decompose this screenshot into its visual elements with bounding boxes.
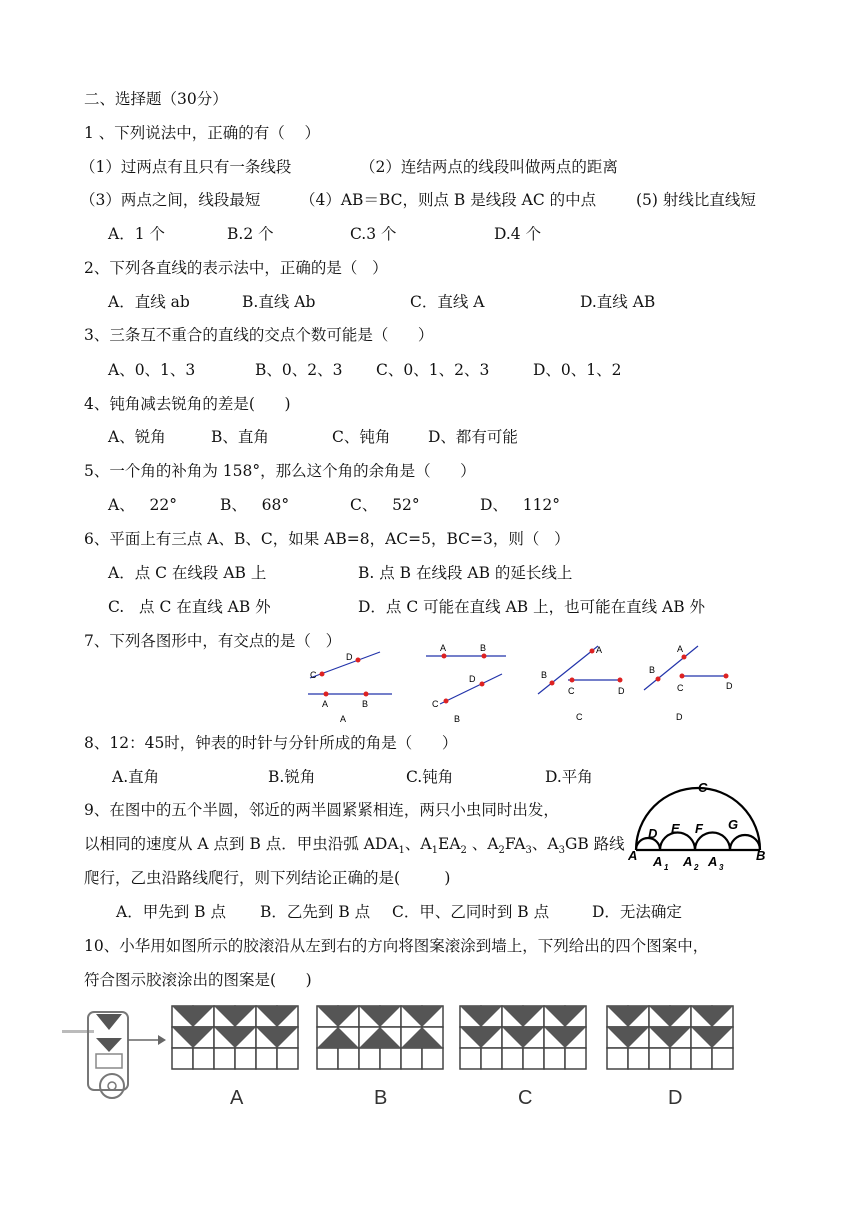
q5-option-b[interactable]: B、 68° xyxy=(220,496,290,514)
q10-grid-cell xyxy=(401,1048,422,1069)
question-10-line-1: 10、小华用如图所示的胶滚沿从左到右的方向将图案滚涂到墙上，下列给出的四个图案中， xyxy=(84,937,709,955)
q10-grid-cell xyxy=(670,1048,691,1069)
q10-grid-cell xyxy=(649,1048,670,1069)
q10-pattern-c[interactable] xyxy=(460,1006,586,1069)
q7-figure-b[interactable] xyxy=(426,643,506,724)
question-10-line-2: 符合图示胶滚涂出的图案是( ) xyxy=(84,971,312,989)
q8-option-d[interactable]: D.平角 xyxy=(545,768,593,786)
q9-label-a2: A xyxy=(683,854,693,869)
q10-grid-cell xyxy=(338,1048,359,1069)
q7-figure-c[interactable] xyxy=(538,645,625,722)
q9-semicircles-figure xyxy=(628,778,768,878)
q8-option-b[interactable]: B.锐角 xyxy=(268,768,316,786)
q9-line2-part: 、A xyxy=(466,835,499,853)
q10-grid-cell xyxy=(172,1048,193,1069)
q1-option-a[interactable]: A．1 个 xyxy=(108,225,165,243)
q3-option-c[interactable]: C、0、1、2、3 xyxy=(376,361,490,379)
q1-statement-4: （4）AB＝BC，则点 B 是线段 AC 的中点 xyxy=(300,191,597,209)
q8-option-a[interactable]: A.直角 xyxy=(112,768,160,786)
q7b-point-c-label: C xyxy=(432,699,439,709)
q1-option-d[interactable]: D.4 个 xyxy=(494,225,542,243)
q3-option-a[interactable]: A、0、1、3 xyxy=(108,361,196,379)
q9-line2-part: 、A xyxy=(404,835,432,853)
q10-figure xyxy=(62,1000,762,1110)
q1-statement-2: （2）连结两点的线段叫做两点的距离 xyxy=(360,158,618,176)
q1-option-b[interactable]: B.2 个 xyxy=(227,225,274,243)
q10-grid-cell xyxy=(317,1048,338,1069)
q7d-point-a-label: A xyxy=(677,644,684,654)
q7c-point-b-label: B xyxy=(541,670,548,680)
q9-line2-part: 、A xyxy=(531,835,559,853)
question-9-line-1: 9、在图中的五个半圆，邻近的两半圆紧紧相连，两只小虫同时出发， xyxy=(84,801,559,819)
q9-sub-2: 2 xyxy=(460,845,467,857)
q10-grid-cell xyxy=(422,1048,443,1069)
q7b-point-b-label: B xyxy=(480,643,487,653)
q7c-point-d-label: D xyxy=(618,686,625,696)
q7-figures xyxy=(300,636,740,726)
q10-grid-cell xyxy=(481,1048,502,1069)
question-4-stem: 4、钝角减去锐角的差是( ) xyxy=(84,395,291,413)
q10-grid-cell xyxy=(523,1048,544,1069)
question-6-stem: 6、平面上有三点 A、B、C，如果 AB=8，AC=5，BC=3，则（ ） xyxy=(84,530,570,548)
q9-line2-part: GB 路线 xyxy=(564,835,625,853)
q9-sub-1: 1 xyxy=(398,845,405,857)
q5-option-a[interactable]: A、 22° xyxy=(108,496,177,514)
q10-grid-cell xyxy=(380,1048,401,1069)
q10-grid-cell xyxy=(277,1048,298,1069)
q10-patterns xyxy=(172,1006,733,1069)
q7-figure-d[interactable] xyxy=(644,644,733,722)
q4-option-c[interactable]: C、钝角 xyxy=(332,428,391,446)
q10-pattern-d[interactable] xyxy=(607,1006,733,1069)
q9-label-a1: A xyxy=(653,854,663,869)
q10-grid-cell xyxy=(256,1048,277,1069)
q10-grid-cell xyxy=(214,1048,235,1069)
q10-grid-cell xyxy=(607,1048,628,1069)
q9-line2-part: 以相同的速度从 A 点到 B 点．甲虫沿弧 ADA xyxy=(84,835,399,853)
q9-label-a3: A xyxy=(708,854,718,869)
q10-grid-cell xyxy=(502,1048,523,1069)
q1-statement-1: （1）过两点有且只有一条线段 xyxy=(80,158,292,176)
q1-statement-3: （3）两点之间，线段最短 xyxy=(80,191,261,209)
q10-pattern-d-label: D xyxy=(668,1087,683,1109)
q6-option-d[interactable]: D．点 C 可能在直线 AB 上，也可能在直线 AB 外 xyxy=(358,598,706,616)
q10-pattern-a-label: A xyxy=(230,1087,244,1109)
q2-option-d[interactable]: D.直线 AB xyxy=(580,293,656,311)
q7c-point-c-label: C xyxy=(568,686,575,696)
q10-grid-cell xyxy=(359,1048,380,1069)
q2-option-b[interactable]: B.直线 Ab xyxy=(242,293,316,311)
q5-option-d[interactable]: D、 112° xyxy=(480,496,561,514)
q10-grid-cell xyxy=(544,1048,565,1069)
q9-label-g: G xyxy=(728,817,739,832)
q10-grid-cell xyxy=(691,1048,712,1069)
q10-grid-cell xyxy=(712,1048,733,1069)
q9-option-c[interactable]: C．甲、乙同时到 B 点 xyxy=(392,903,550,921)
q7d-point-d-label: D xyxy=(726,681,733,691)
q1-statement-5: (5) 射线比直线短 xyxy=(636,191,756,209)
q9-sub-3: 3 xyxy=(525,845,532,857)
q10-roller xyxy=(62,1012,166,1098)
question-8-stem: 8、12：45时，钟表的时针与分针所成的角是（ ） xyxy=(84,734,458,752)
q3-option-d[interactable]: D、0、1、2 xyxy=(533,361,622,379)
q9-sub-1: 1 xyxy=(431,845,438,857)
q3-option-b[interactable]: B、0、2、3 xyxy=(255,361,343,379)
question-9-line-2 xyxy=(84,834,625,861)
q9-option-d[interactable]: D．无法确定 xyxy=(592,903,682,921)
q10-pattern-a[interactable] xyxy=(172,1006,298,1069)
q7a-point-d-label: D xyxy=(346,652,353,662)
q4-option-b[interactable]: B、直角 xyxy=(211,428,269,446)
q7a-point-a-label: A xyxy=(322,699,329,709)
q6-option-a[interactable]: A．点 C 在线段 AB 上 xyxy=(108,564,267,582)
q7-figure-b-label: B xyxy=(454,714,461,724)
q9-option-b[interactable]: B．乙先到 B 点 xyxy=(260,903,371,921)
q7b-point-d-label: D xyxy=(469,674,476,684)
q9-label-a: A xyxy=(628,848,638,863)
q7-figure-a[interactable] xyxy=(308,652,392,724)
q9-sub-3: 3 xyxy=(558,845,565,857)
q10-grid-cell xyxy=(565,1048,586,1069)
q9-label-e: E xyxy=(671,821,680,836)
q10-grid-cell xyxy=(460,1048,481,1069)
q9-label-a1-sub: 1 xyxy=(664,863,669,872)
q9-label-f: F xyxy=(695,821,703,836)
q7d-point-b-label: B xyxy=(649,665,656,675)
q9-label-d: D xyxy=(648,826,658,841)
q9-line2-part: FA xyxy=(504,835,526,853)
question-2-stem: 2、下列各直线的表示法中，正确的是（ ） xyxy=(84,259,388,277)
q2-option-a[interactable]: A．直线 ab xyxy=(108,293,190,311)
q7b-point-a-label: A xyxy=(440,643,447,653)
q10-grid-cell xyxy=(235,1048,256,1069)
q10-grid-cell xyxy=(193,1048,214,1069)
q9-label-c: C xyxy=(698,780,708,795)
question-1-stem: 1 、下列说法中，正确的有（ ） xyxy=(84,124,320,142)
q9-label-b: B xyxy=(756,848,766,863)
q4-option-d[interactable]: D、都有可能 xyxy=(428,428,518,446)
question-9-line-3: 爬行，乙虫沿路线爬行，则下列结论正确的是( ) xyxy=(84,869,451,887)
q9-label-a2-sub: 2 xyxy=(694,863,699,872)
q10-pattern-b[interactable] xyxy=(317,1006,443,1069)
q9-label-a3-sub: 3 xyxy=(719,863,724,872)
q10-grid-cell xyxy=(628,1048,649,1069)
q7d-point-c-label: C xyxy=(677,683,684,693)
q2-option-c[interactable]: C．直线 A xyxy=(410,293,485,311)
q6-option-b[interactable]: B. 点 B 在线段 AB 的延长线上 xyxy=(358,564,573,582)
q7-figure-a-label: A xyxy=(340,714,347,724)
question-3-stem: 3、三条互不重合的直线的交点个数可能是（ ） xyxy=(84,326,434,344)
q7a-point-b-label: B xyxy=(362,699,369,709)
q8-option-c[interactable]: C.钝角 xyxy=(406,768,454,786)
q4-option-a[interactable]: A、锐角 xyxy=(108,428,166,446)
section-title: 二、选择题（30分） xyxy=(84,90,228,108)
q9-line2-part: EA xyxy=(438,835,461,853)
q9-option-a[interactable]: A．甲先到 B 点 xyxy=(116,903,226,921)
question-7-stem: 7、下列各图形中，有交点的是（ ） xyxy=(84,632,342,650)
q5-option-c[interactable]: C、 52° xyxy=(350,496,420,514)
q7c-point-a-label: A xyxy=(596,645,603,655)
q6-option-c[interactable]: C. 点 C 在直线 AB 外 xyxy=(108,598,271,616)
q7a-point-c-label: C xyxy=(310,670,317,680)
q7-figure-c-label: C xyxy=(576,712,583,722)
q1-option-c[interactable]: C.3 个 xyxy=(350,225,397,243)
q7-figure-d-label: D xyxy=(676,712,683,722)
q10-pattern-c-label: C xyxy=(518,1087,533,1109)
q9-sub-2: 2 xyxy=(498,845,505,857)
question-5-stem: 5、一个角的补角为 158°，那么这个角的余角是（ ） xyxy=(84,462,476,480)
q10-pattern-b-label: B xyxy=(374,1087,388,1109)
